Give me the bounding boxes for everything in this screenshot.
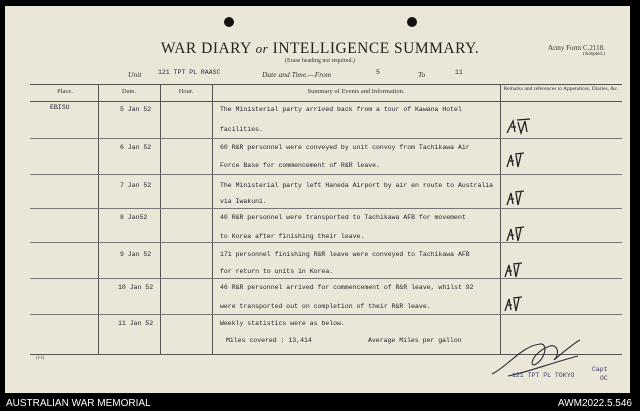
- row-summary-line: 40 R&R personnel were transported to Tachikawa AFB for movement: [220, 214, 466, 221]
- erase-note: (Erase heading not required.): [285, 58, 355, 64]
- row-summary-line: The Ministerial party arrived back from a tour of Kawana Hotel: [220, 106, 462, 113]
- row-rule: [30, 242, 622, 243]
- punch-hole-right: [407, 17, 417, 27]
- title-or: or: [255, 41, 269, 56]
- header-hour: Hour.: [178, 88, 194, 95]
- unit-stamp: 121 TPT PL TOKYO: [512, 372, 575, 379]
- date-label: Date and Time.—From: [262, 70, 332, 79]
- initials-mark: [505, 226, 525, 248]
- footer-accession-number: AWM2022.5.546: [557, 398, 632, 409]
- row-summary-line: via Iwakuni.: [220, 198, 267, 205]
- rank-oc: OC: [600, 375, 608, 382]
- row-rule: [30, 278, 622, 279]
- punch-hole-left: [224, 17, 234, 27]
- table-header-rule: [30, 101, 622, 102]
- row-date: 7 Jan 52: [120, 182, 152, 189]
- form-code: (11): [36, 356, 45, 361]
- to-value: 11: [455, 69, 463, 76]
- header-summary: Summary of Events and Information.: [307, 88, 405, 95]
- from-value: 5: [376, 69, 380, 76]
- row-summary-line: 46 R&R personnel arrived for commencement of R&R leave, whilst 92: [220, 284, 474, 291]
- stats-miles: Miles covered : 13,414: [226, 337, 312, 344]
- row-summary-line: were transported out on completion of their R&R leave.: [220, 303, 431, 310]
- row-date: 9 Jan 52: [120, 251, 152, 258]
- row-summary-line: Weekly statistics were as below.: [220, 320, 345, 327]
- title-war-diary: WAR DIARY: [160, 40, 252, 57]
- row-summary-line: The Ministerial party left Haneda Airport by air en route to Australia: [220, 182, 494, 189]
- initials-mark: [505, 190, 525, 212]
- row-summary-line: to Korea after finishing their leave.: [220, 233, 365, 240]
- row-date: 8 Jan52: [120, 214, 148, 221]
- title-intelligence-summary: INTELLIGENCE SUMMARY.: [272, 40, 480, 57]
- rank-capt: Capt: [592, 366, 608, 373]
- initials-mark: [505, 118, 531, 140]
- row-date: 6 Jan 52: [120, 144, 152, 151]
- row-summary-line: for return to units in Korea.: [220, 268, 334, 275]
- army-form-label: Army Form C.2118.: [548, 44, 605, 52]
- page-title: [0, 40, 640, 58]
- unit-value: 121 TPT PL RAASC: [158, 69, 221, 76]
- row-rule: [30, 208, 622, 209]
- stats-average: Average Miles per gallon: [368, 337, 462, 344]
- initials-mark: [503, 262, 523, 284]
- initials-mark: [503, 296, 523, 318]
- header-remarks: Remarks and references to Appendices, Diaries, &c.: [503, 86, 619, 92]
- footer-institution: AUSTRALIAN WAR MEMORIAL: [6, 398, 151, 409]
- adopted-label: (Adopted.): [583, 52, 605, 57]
- row-summary-line: 171 personnel finishing R&R leave were conveyed to Tachikawa AFB: [220, 251, 470, 258]
- row-rule: [30, 314, 622, 315]
- unit-label: Unit: [128, 70, 142, 79]
- row-summary-line: 60 R&R personnel were conveyed by unit convoy from Tachikawa Air: [220, 144, 470, 151]
- initials-mark: [505, 152, 525, 174]
- row-date: 5 Jan 52: [120, 106, 152, 113]
- row-rule: [30, 174, 622, 175]
- place-value: EBISU: [50, 104, 70, 111]
- row-summary-line: Force Base for commencement of R&R leave.: [220, 162, 380, 169]
- row-date: 11 Jan 52: [118, 320, 154, 327]
- header-date: Date.: [122, 88, 136, 95]
- row-date: 10 Jan 52: [118, 284, 154, 291]
- to-label: To: [418, 70, 426, 79]
- header-place: Place.: [57, 88, 73, 95]
- row-rule: [30, 138, 622, 139]
- row-summary-line: facilities.: [220, 126, 263, 133]
- table-top-rule: [30, 84, 622, 85]
